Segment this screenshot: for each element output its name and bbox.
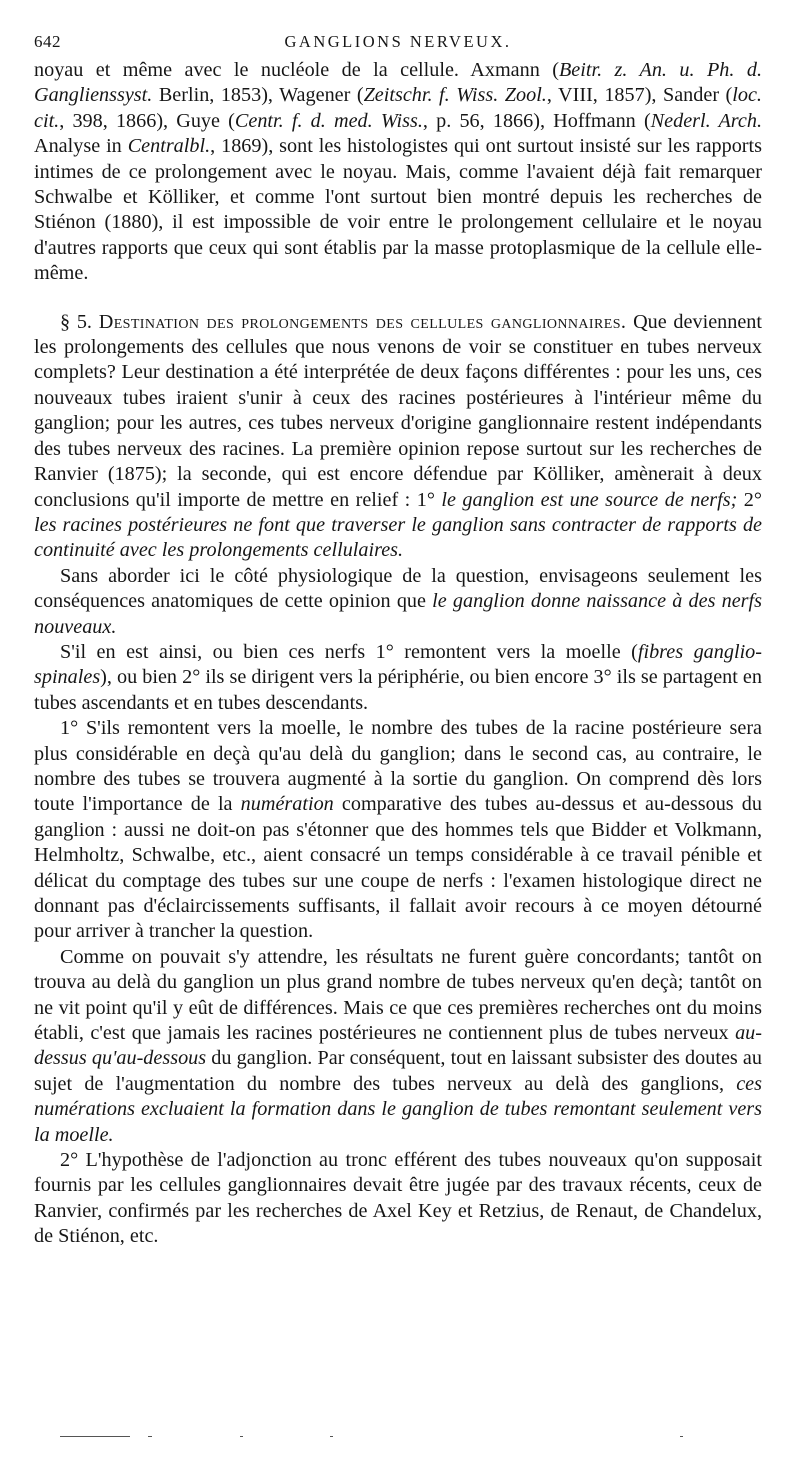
text-run: noyau et même avec le nucléole de la cellule. Axmann (	[34, 59, 559, 81]
text-run: 1° S'ils remontent vers la moelle, le nombre des tubes de la racine postérieure sera plus considérable en deçà qu'au delà du ganglion; dans le second cas, au contraire, le nombre des tubes se trouvera augmenté à la sortie du ganglion. On comprend dès lors toute l'importance de la	[34, 717, 762, 816]
page-number: 642	[34, 32, 61, 51]
italic-run: le ganglion est une source de nerfs;	[441, 488, 738, 511]
paragraph-first-hypothesis	[34, 716, 762, 945]
italic-run: Centralbl.	[127, 135, 211, 158]
italic-run: Centr. f. d. med. Wiss.	[234, 109, 423, 132]
italic-run: au-dessus qu'au-dessous	[34, 1022, 762, 1070]
italic-run: loc. cit.	[34, 84, 762, 132]
text-run: , p. 56, 1866), Hoffmann (	[422, 109, 651, 132]
text-run: S'il en est ainsi, ou bien ces nerfs 1° remontent vers la moelle (	[60, 640, 638, 663]
text-run: 2°	[737, 488, 762, 511]
paragraph-second-hypothesis	[34, 1148, 762, 1250]
text-run: du ganglion. Par conséquent, tout en laissant subsister des doutes au sujet de l'augmentation du nombre des tubes nerveux au delà des ganglions,	[34, 1047, 762, 1095]
text-run: , VIII, 1857), Sander (	[546, 84, 733, 107]
italic-run: Nederl. Arch.	[650, 109, 763, 132]
paragraph-anatomical-consequences	[34, 564, 762, 640]
running-head	[34, 20, 762, 58]
section-gap	[34, 287, 762, 310]
italic-run: numération	[240, 793, 334, 816]
book-page	[34, 20, 762, 1250]
italic-run: les racines postérieures ne font que traverser le ganglion sans contracter de rapports de continuité avec les prolongements cellulaires.	[34, 513, 762, 562]
text-run: , 1869), sont les histologistes qui ont surtout insisté sur les rapports intimes de ce prolongement avec le noyau. Mais, comme l'avaient déjà fait remarquer Schwalbe et Kölliker, et comme l'ont surtout bien montré depuis les recherches de Stiénon (1880), il est impossible de voir entre le prolongement cellulaire et le noyau d'autres rapports que ceux qui sont établis par la masse protoplasmique de la cellule elle-même.	[34, 135, 762, 285]
text-run: Sans aborder ici le côté physiologique de la question, envisageons seulement les conséquences anatomiques de cette opinion que	[34, 564, 762, 613]
text-run: ), ou bien 2° ils se dirigent vers la périphérie, ou bien encore 3° ils se partagent en tubes ascendants et en tubes descendants.	[34, 666, 762, 714]
italic-run: le ganglion donne naissance à des nerfs nouveaux.	[34, 590, 762, 638]
italic-run: fibres ganglio-spinales	[34, 640, 762, 689]
text-run: comparative des tubes au-dessus et au-dessous du ganglion : aussi ne doit-on pas s'étonner que des hommes tels que Bidder et Volkmann, Helmholtz, Schwalbe, etc., aient consacré un temps considérable à ce travail pénible et délicat du comptage des tubes sur une coupe de nerfs : l'examen histologique direct ne donnant pas d'éclaircissements suffisants, il fallait avoir recours à ce moyen détourné pour arriver à trancher la question.	[34, 793, 762, 943]
body-text	[34, 58, 762, 1250]
text-run: Berlin, 1853), Wagener (	[152, 84, 364, 107]
print-dash	[60, 1436, 130, 1437]
paragraph-continuation	[34, 58, 762, 287]
text-run: Analyse in	[34, 135, 128, 158]
print-dash	[148, 1436, 152, 1437]
running-title: GANGLIONS NERVEUX.	[284, 32, 512, 51]
italic-run: Zeitschr. f. Wiss. Zool.	[363, 84, 547, 107]
text-run: Comme on pouvait s'y attendre, les résultats ne furent guère concordants; tantôt on trouva au delà du ganglion un plus grand nombre de tubes nerveux qu'en deçà; tantôt on ne vit point qu'il y eût de différences. Mais ce que ces premières recherches ont du moins établi, c'est que jamais les racines postérieures ne contiennent plus de tubes nerveux	[34, 945, 762, 1045]
text-run: § 5.	[60, 310, 99, 333]
italic-run: Beitr. z. An. u. Ph. d. Ganglienssyst.	[34, 59, 762, 107]
text-run: , 398, 1866), Guye (	[59, 109, 235, 132]
print-dash	[240, 1436, 243, 1437]
paragraph-three-hypotheses	[34, 640, 762, 716]
print-dash	[330, 1436, 333, 1437]
bottom-print-mark	[60, 1436, 700, 1440]
section-heading: Destination des prolongements des cellules ganglionnaires.	[98, 310, 627, 333]
italic-run: ces numérations excluaient la formation dans le ganglion de tubes remontant seulement vers la moelle.	[34, 1072, 762, 1146]
paragraph-counting-results	[34, 945, 762, 1148]
paragraph-section-5-heading	[34, 310, 762, 564]
text-run: Que deviennent les prolongements des cellules que nous venons de voir se constituer en tubes nerveux complets? Leur destination a été interprétée de deux façons différentes : pour les uns, ces nouveaux tubes iraient s'unir à ceux des racines postérieures à l'intérieur même du ganglion; pour les autres, ces tubes nerveux d'origine ganglionnaire restent indépendants des tubes nerveux des racines. La première opinion repose surtout sur les recherches de Ranvier (1875); la seconde, qui est encore défendue par Kölliker, amènerait à deux conclusions qu'il importe de mettre en relief : 1°	[34, 310, 762, 511]
text-run: 2° L'hypothèse de l'adjonction au tronc efférent des tubes nouveaux qu'on supposait fournis par les cellules ganglionnaires devait être jugée par des travaux récents, ceux de Ranvier, confirmés par les recherches de Axel Key et Retzius, de Renaut, de Chandelux, de Stiénon, etc.	[34, 1149, 762, 1248]
print-dash	[680, 1436, 683, 1437]
